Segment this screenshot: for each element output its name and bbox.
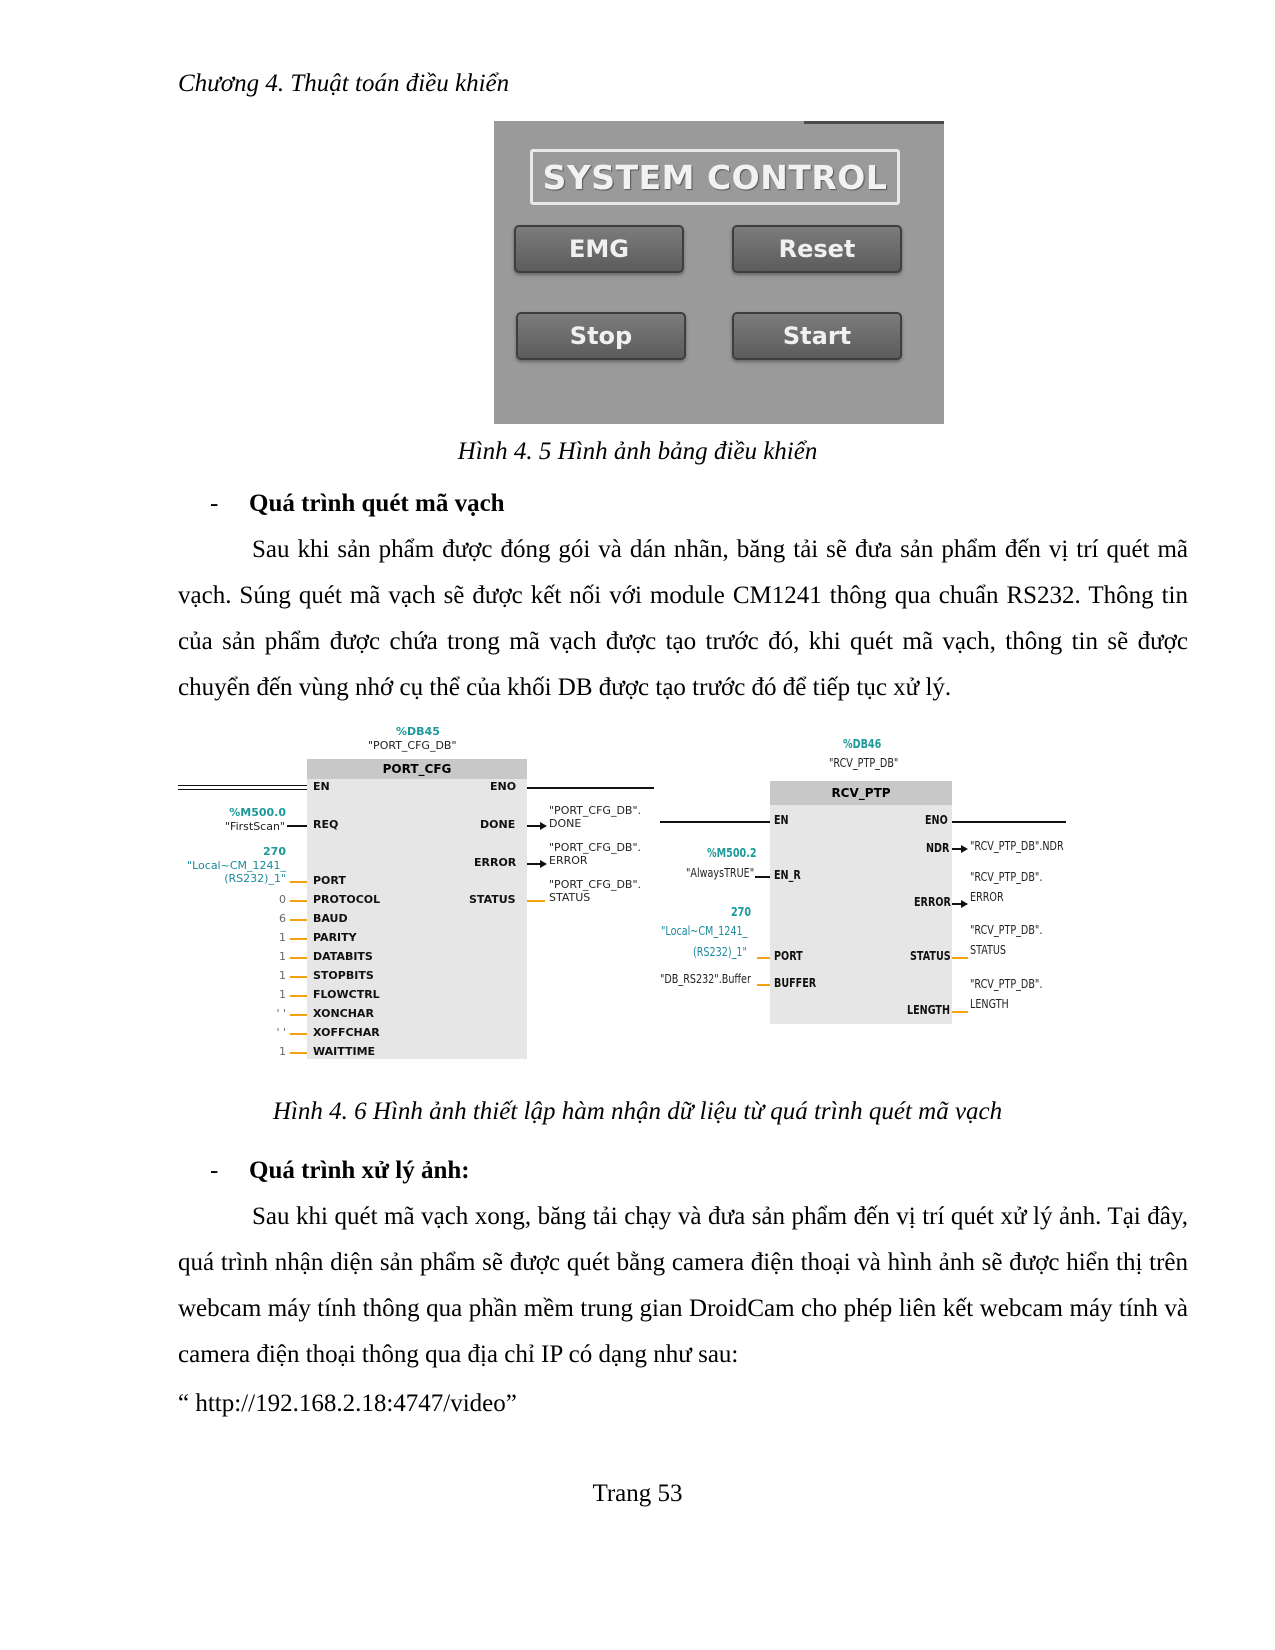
- block1-db-name: "PORT_CFG_DB": [368, 739, 457, 752]
- b1-pin-parity: PARITY: [313, 931, 357, 944]
- b1-pin-port: PORT: [313, 874, 346, 887]
- emg-button: EMG: [514, 225, 684, 273]
- b2-port-wire: [757, 957, 770, 959]
- b1-val-protocol: 0: [279, 893, 286, 906]
- b1-out-error-1: "PORT_CFG_DB".: [549, 841, 642, 854]
- bullet-dash-2: -: [210, 1157, 219, 1184]
- b2-enr-tag: "AlwaysTRUE": [686, 866, 755, 880]
- b1-pin-en: EN: [313, 780, 330, 793]
- b1-stopbits-wire: [290, 976, 307, 978]
- b2-pin-en: EN: [774, 813, 789, 827]
- b1-databits-wire: [290, 957, 307, 959]
- b2-buffer-tag: "DB_RS232".Buffer: [660, 972, 751, 986]
- b1-pin-req: REQ: [313, 818, 339, 831]
- b2-port-value: 270: [731, 905, 752, 919]
- b2-enr-addr: %M500.2: [707, 846, 757, 860]
- b1-done-arrow: [540, 822, 547, 830]
- b2-out-status-1: "RCV_PTP_DB".: [970, 923, 1043, 937]
- b1-flowctrl-wire: [290, 995, 307, 997]
- b2-pin-status: STATUS: [910, 949, 951, 963]
- b1-pin-waittime: WAITTIME: [313, 1045, 376, 1058]
- b1-done-wire: [527, 825, 541, 827]
- paragraph-image-processing: [178, 1194, 1188, 1378]
- b1-port-value: 270: [263, 845, 286, 858]
- b1-pin-error: ERROR: [474, 856, 517, 869]
- b1-error-wire: [527, 863, 541, 865]
- b1-port-tag-2: (RS232)_1": [224, 872, 286, 885]
- b1-en-wire-b: [178, 789, 307, 790]
- b1-port-tag-1: "Local~CM_1241_: [187, 859, 286, 872]
- b1-error-arrow: [540, 860, 547, 868]
- paragraph-image-processing-text: Sau khi quét mã vạch xong, băng tải chạy và đưa sản phẩm đến vị trí quét xử lý ảnh. Tại đây, quá trình nhận diện sản phẩm sẽ được quét bằng camera điện thoại và hình ảnh sẽ được hiển thị trên webcam máy tính thông qua phần mềm trung gian DroidCam cho phép liên kết webcam máy tính và camera điện thoại thông qua địa chỉ IP có dạng như sau:: [178, 1203, 1188, 1368]
- b2-pin-length: LENGTH: [907, 1003, 951, 1017]
- b2-pin-en-r: EN_R: [774, 868, 801, 882]
- b1-val-xoffchar: ' ': [276, 1026, 286, 1039]
- b1-parity-wire: [290, 938, 307, 940]
- b2-out-error-2: ERROR: [970, 890, 1004, 904]
- b1-port-wire: [290, 881, 307, 883]
- b2-port-tag-1: "Local~CM_1241_: [661, 924, 748, 938]
- b2-pin-buffer: BUFFER: [774, 976, 817, 990]
- b1-xoffchar-wire: [290, 1033, 307, 1035]
- b1-val-xonchar: ' ': [276, 1007, 286, 1020]
- panel-title: SYSTEM CONTROL: [530, 149, 900, 205]
- b1-val-stopbits: 1: [279, 969, 286, 982]
- b2-length-wire: [952, 1011, 968, 1013]
- b2-out-ndr: "RCV_PTP_DB".NDR: [970, 839, 1064, 853]
- section-heading-image-processing: Quá trình xử lý ảnh:: [249, 1157, 470, 1184]
- start-button: Start: [732, 312, 902, 360]
- b1-pin-stopbits: STOPBITS: [313, 969, 374, 982]
- b2-out-length-1: "RCV_PTP_DB".: [970, 977, 1043, 991]
- droidcam-url: “ http://192.168.2.18:4747/video”: [178, 1390, 517, 1417]
- b1-req-addr: %M500.0: [229, 806, 286, 819]
- block2-db-name: "RCV_PTP_DB": [829, 756, 899, 770]
- b2-en-wire: [660, 821, 770, 823]
- b2-port-tag-2: (RS232)_1": [693, 945, 747, 959]
- b2-ndr-arrow: [961, 845, 968, 853]
- b1-pin-xoffchar: XOFFCHAR: [313, 1026, 380, 1039]
- b1-protocol-wire: [290, 900, 307, 902]
- b1-req-tag: "FirstScan": [224, 820, 285, 833]
- b1-out-done-2: DONE: [549, 817, 582, 830]
- figure-caption-4-5: Hình 4. 5 Hình ảnh bảng điều khiển: [457, 438, 818, 465]
- block1-title: PORT_CFG: [307, 759, 527, 779]
- b1-val-flowctrl: 1: [279, 988, 286, 1001]
- reset-button: Reset: [732, 225, 902, 273]
- b1-xonchar-wire: [290, 1014, 307, 1016]
- block2-db-number: %DB46: [843, 737, 882, 751]
- chapter-header: Chương 4. Thuật toán điều khiển: [178, 70, 510, 97]
- b1-val-parity: 1: [279, 931, 286, 944]
- b1-pin-baud: BAUD: [313, 912, 348, 925]
- b2-pin-error: ERROR: [914, 895, 951, 909]
- bullet-dash: -: [210, 490, 219, 517]
- b2-pin-port: PORT: [774, 949, 803, 963]
- b1-en-wire-a: [178, 785, 307, 786]
- b1-val-waittime: 1: [279, 1045, 286, 1058]
- b1-status-wire: [527, 900, 545, 902]
- b2-out-error-1: "RCV_PTP_DB".: [970, 870, 1043, 884]
- b1-pin-flowctrl: FLOWCTRL: [313, 988, 380, 1001]
- figure-caption-4-6: Hình 4. 6 Hình ảnh thiết lập hàm nhận dữ liệu từ quá trình quét mã vạch: [272, 1098, 1003, 1125]
- b2-enr-wire: [755, 876, 770, 878]
- stop-button: Stop: [516, 312, 686, 360]
- block1-db-number: %DB45: [396, 725, 440, 738]
- b1-eno-wire: [527, 787, 654, 789]
- b1-req-wire: [287, 825, 307, 827]
- b1-baud-wire: [290, 919, 307, 921]
- page-number: Trang 53: [592, 1480, 683, 1507]
- b1-val-databits: 1: [279, 950, 286, 963]
- block2-title: [770, 781, 952, 805]
- b1-pin-eno: ENO: [490, 780, 517, 793]
- b2-buffer-wire: [757, 984, 770, 986]
- b2-status-wire: [952, 957, 968, 959]
- b2-error-arrow: [961, 900, 968, 908]
- b2-pin-eno: ENO: [925, 813, 948, 827]
- b1-out-status-1: "PORT_CFG_DB".: [549, 878, 642, 891]
- b1-val-baud: 6: [279, 912, 286, 925]
- b1-out-status-2: STATUS: [549, 891, 591, 904]
- b1-pin-done: DONE: [480, 818, 516, 831]
- b1-out-error-2: ERROR: [549, 854, 588, 867]
- section-heading-barcode: Quá trình quét mã vạch: [249, 490, 505, 517]
- b2-eno-wire: [952, 821, 1066, 823]
- block2-title-text: RCV_PTP: [831, 786, 891, 800]
- b2-out-length-2: LENGTH: [970, 997, 1009, 1011]
- b1-pin-xonchar: XONCHAR: [313, 1007, 374, 1020]
- b1-waittime-wire: [290, 1052, 307, 1054]
- b1-pin-protocol: PROTOCOL: [313, 893, 381, 906]
- b1-out-done-1: "PORT_CFG_DB".: [549, 804, 642, 817]
- b2-pin-ndr: NDR: [926, 841, 950, 855]
- b2-out-status-2: STATUS: [970, 943, 1007, 957]
- b1-pin-databits: DATABITS: [313, 950, 373, 963]
- b1-pin-status: STATUS: [469, 893, 516, 906]
- paragraph-barcode-text: Sau khi sản phẩm được đóng gói và dán nhãn, băng tải sẽ đưa sản phẩm đến vị trí quét mã vạch. Súng quét mã vạch sẽ được kết nối với module CM1241 thông qua chuẩn RS232. Thông tin của sản phẩm được chứa trong mã vạch được tạo trước đó, khi quét mã vạch, thông tin sẽ được chuyển đến vùng nhớ cụ thể của khối DB được tạo trước đó để tiếp tục xử lý.: [178, 536, 1188, 701]
